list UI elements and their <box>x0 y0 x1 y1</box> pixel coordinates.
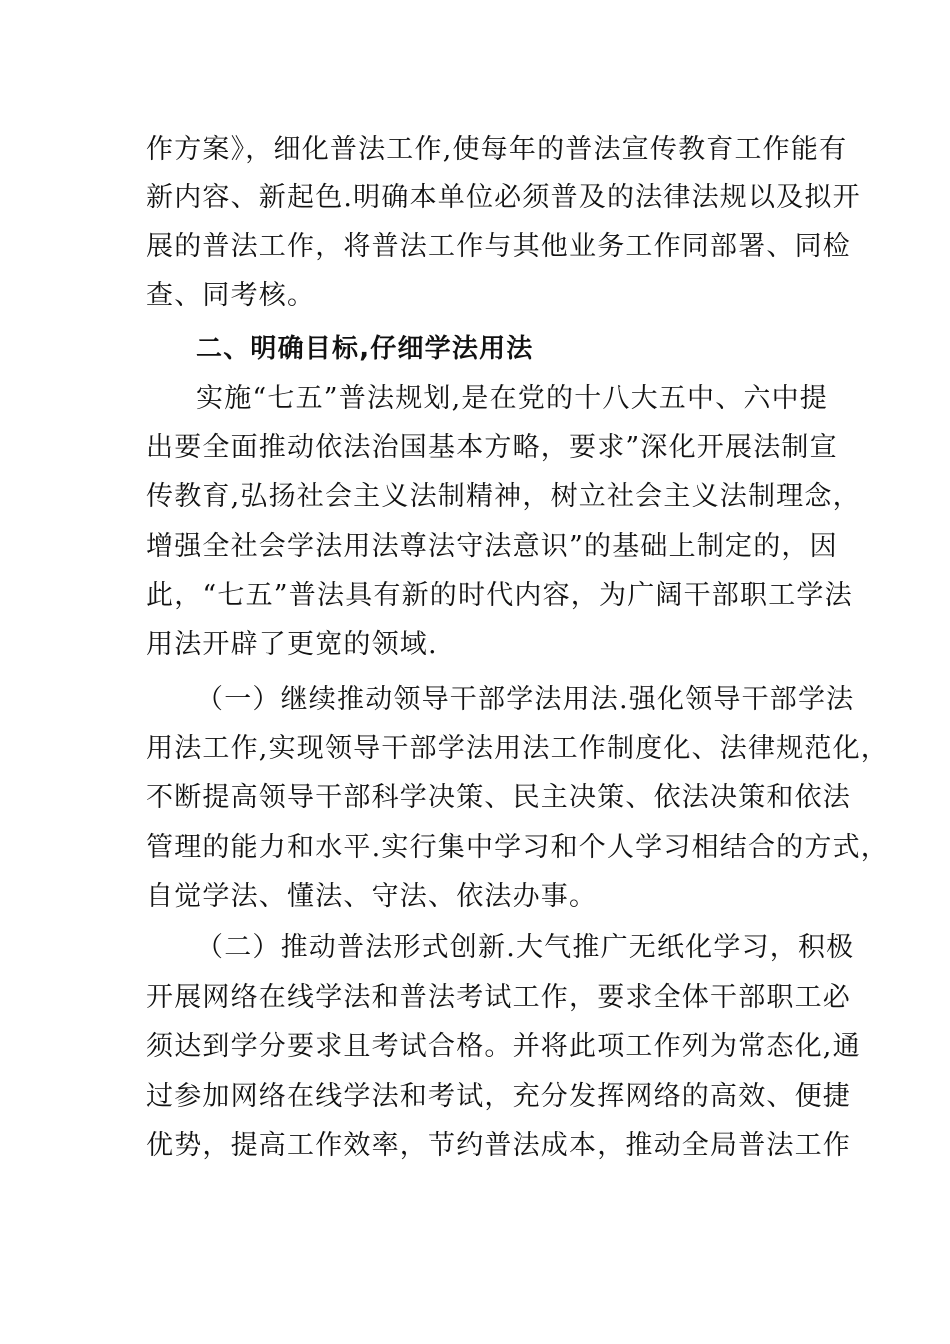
text-line-14: 不断提高领导干部科学决策、民主决策、依法决策和依法 <box>146 782 851 813</box>
text-line-7: 出要全面推动依法治国基本方略，要求”深化开展法制宣 <box>146 432 838 463</box>
text-line-10: 此，“七五”普法具有新的时代内容，为广阔干部职工学法 <box>146 580 853 611</box>
text-line-9: 增强全社会学法用法尊法守法意识”的基础上制定的，因 <box>146 531 838 562</box>
text-line-11: 用法开辟了更宽的领域. <box>146 629 438 660</box>
text-line-6: 实施“七五”普法规划,是在党的十八大五中、六中提 <box>196 383 828 414</box>
text-line-18: 开展网络在线学法和普法考试工作，要求全体干部职工必 <box>146 982 851 1013</box>
text-line-2: 新内容、新起色.明确本单位必须普及的法律法规以及拟开 <box>146 182 861 213</box>
section-heading: 二、明确目标,仔细学法用法 <box>196 334 534 364</box>
text-line-13: 用法工作,实现领导干部学法用法工作制度化、法律规范化， <box>146 733 889 764</box>
text-line-15: 管理的能力和水平.实行集中学习和个人学习相结合的方式， <box>146 832 889 863</box>
text-line-21: 优势，提高工作效率，节约普法成本，推动全局普法工作 <box>146 1130 851 1161</box>
text-line-19: 须达到学分要求且考试合格。并将此项工作列为常态化,通 <box>146 1031 861 1062</box>
text-line-12: （一）继续推动领导干部学法用法.强化领导干部学法 <box>196 684 855 715</box>
text-line-4: 查、同考核。 <box>146 280 316 311</box>
text-line-16: 自觉学法、懂法、守法、依法办事。 <box>146 881 598 912</box>
text-line-17: （二）推动普法形式创新.大气推广无纸化学习，积极 <box>196 932 855 963</box>
text-line-1: 作方案》，细化普法工作,使每年的普法宣传教育工作能有 <box>146 134 848 165</box>
text-line-8: 传教育,弘扬社会主义法制精神，树立社会主义法制理念， <box>146 481 861 512</box>
text-line-20: 过参加网络在线学法和考试，充分发挥网络的高效、便捷 <box>146 1081 851 1112</box>
text-line-3: 展的普法工作，将普法工作与其他业务工作同部署、同检 <box>146 231 851 262</box>
